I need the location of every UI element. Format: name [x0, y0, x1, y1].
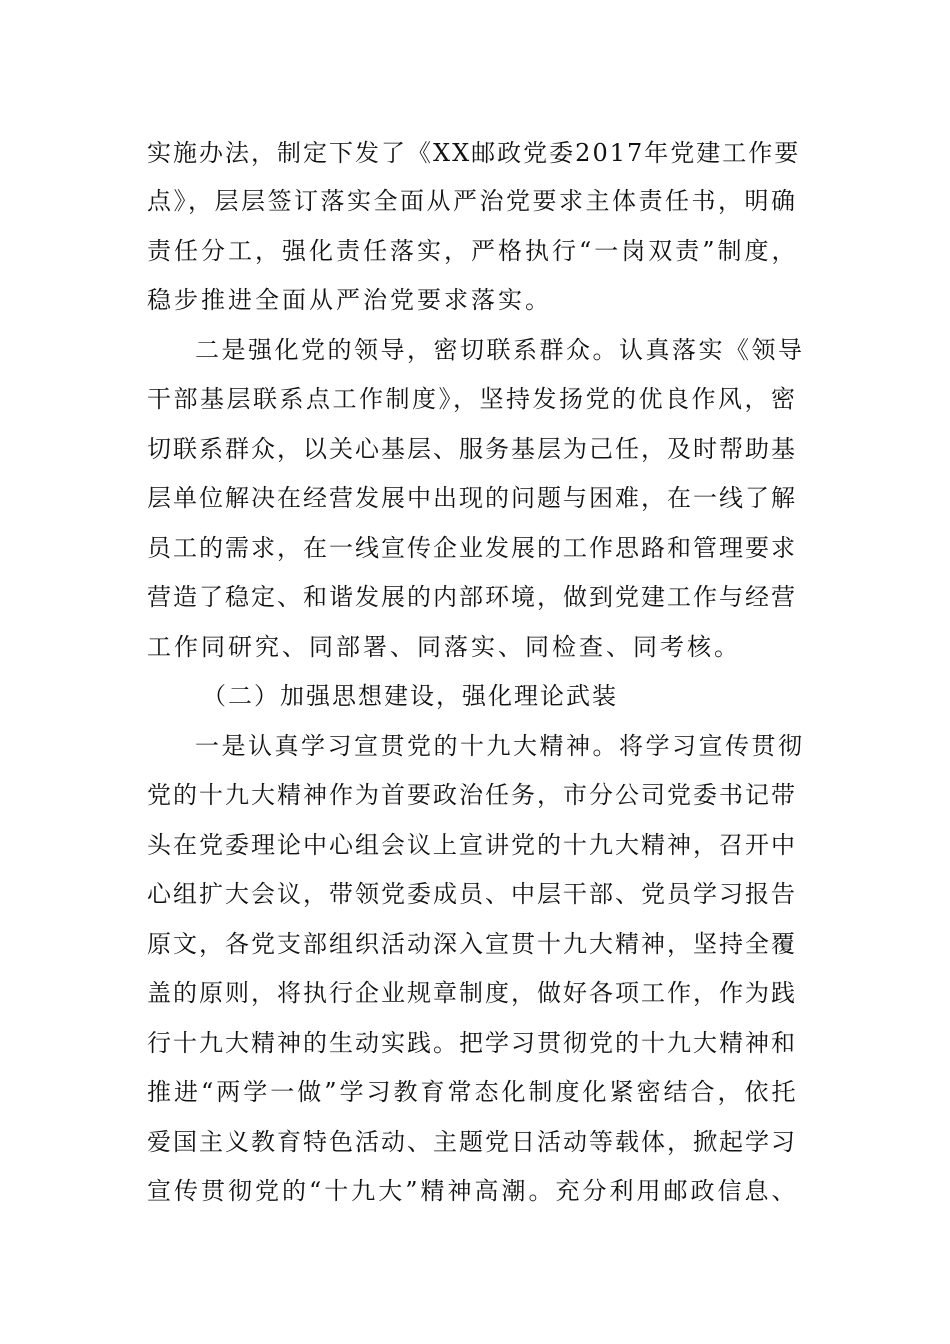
- text-line: 责任分工，强化责任落实，严格执行“一岗双责”制度，: [147, 237, 799, 265]
- text-line: 实施办法，制定下发了《XX邮政党委2017年党建工作要: [147, 139, 801, 167]
- text-line: 点》，层层签订落实全面从严治党要求主体责任书，明确: [147, 187, 798, 215]
- text-line: 宣传贯彻党的“十九大”精神高潮。充分利用邮政信息、: [147, 1177, 799, 1205]
- text-line: 心组扩大会议，带领党委成员、中层干部、党员学习报告: [147, 880, 797, 908]
- text-line: 稳步推进全面从严治党要求落实。: [147, 286, 552, 314]
- text-line: 推进“两学一做”学习教育常态化制度化紧密结合，依托: [147, 1078, 799, 1106]
- text-line: 干部基层联系点工作制度》，坚持发扬党的优良作风，密: [147, 385, 798, 413]
- paragraph-first-line: 二是强化党的领导，密切联系群众。认真落实《领导: [195, 336, 805, 364]
- text-line: 员工的需求，在一线宣传企业发展的工作思路和管理要求: [147, 534, 797, 562]
- text-line: 盖的原则，将执行企业规章制度，做好各项工作，作为践: [147, 979, 797, 1007]
- section-heading: （二）加强思想建设，强化理论武装: [202, 682, 618, 710]
- paragraph-first-line: 一是认真学习宣贯党的十九大精神。将学习宣传贯彻: [195, 732, 805, 760]
- text-line: 切联系群众，以关心基层、服务基层为己任，及时帮助基: [147, 435, 797, 463]
- text-line: 营造了稳定、和谐发展的内部环境，做到党建工作与经营: [147, 583, 797, 611]
- text-line: 层单位解决在经营发展中出现的问题与困难，在一线了解: [147, 484, 797, 512]
- text-line: 工作同研究、同部署、同落实、同检查、同考核。: [147, 633, 741, 661]
- text-line: 行十九大精神的生动实践。把学习贯彻党的十九大精神和: [147, 1029, 797, 1057]
- text-line: 头在党委理论中心组会议上宣讲党的十九大精神，召开中: [147, 831, 797, 859]
- text-line: 爱国主义教育特色活动、主题党日活动等载体，掀起学习: [147, 1128, 797, 1156]
- text-line: 原文，各党支部组织活动深入宣贯十九大精神，坚持全覆: [147, 930, 797, 958]
- text-line: 党的十九大精神作为首要政治任务，市分公司党委书记带: [147, 781, 797, 809]
